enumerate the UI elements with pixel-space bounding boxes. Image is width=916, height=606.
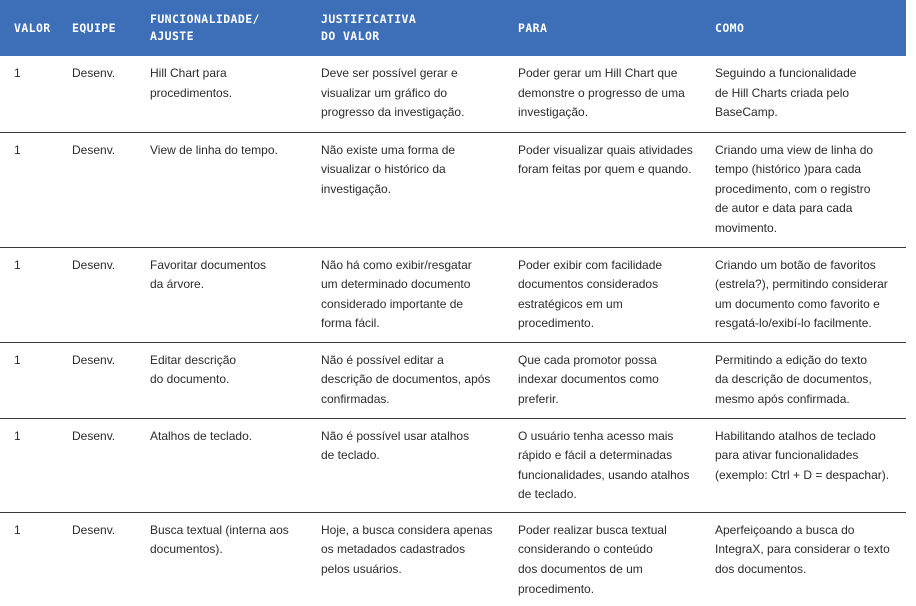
cell-funcionalidade: Favoritar documentos da árvore. — [150, 257, 267, 292]
cell-valor: 1 — [14, 352, 21, 367]
cell-justificativa: Não há como exibir/resgatar um determinado documento considerado importante de forma fácil. — [321, 257, 472, 331]
cell-valor: 1 — [14, 257, 21, 272]
cell-como: Aperfeiçoando a busca do IntegraX, para considerar o texto dos documentos. — [715, 522, 890, 577]
table-row — [0, 342, 906, 418]
cell-para: Poder visualizar quais atividades foram feitas por quem e quando. — [518, 142, 693, 177]
cell-justificativa: Hoje, a busca considera apenas os metadados cadastrados pelos usuários. — [321, 522, 493, 577]
cell-valor: 1 — [14, 522, 21, 537]
cell-justificativa: Deve ser possível gerar e visualizar um gráfico do progresso da investigação. — [321, 66, 465, 120]
cell-equipe: Desenv. — [72, 522, 116, 537]
header-para: PARA — [518, 20, 548, 35]
cell-equipe: Desenv. — [72, 352, 116, 367]
table-row — [0, 56, 906, 132]
cell-valor: 1 — [14, 142, 21, 157]
cell-equipe: Desenv. — [72, 257, 116, 272]
header-equipe: EQUIPE — [72, 20, 116, 35]
cell-funcionalidade: Atalhos de teclado. — [150, 428, 253, 443]
cell-equipe: Desenv. — [72, 66, 116, 80]
header-como: COMO — [715, 20, 745, 35]
table-row — [0, 512, 906, 606]
cell-funcionalidade: Hill Chart para procedimentos. — [150, 66, 233, 100]
cell-para: O usuário tenha acesso mais rápido e fácil a determinadas funcionalidades, usando atalhos de teclado. — [518, 428, 690, 502]
cell-funcionalidade: Busca textual (interna aos documentos). — [150, 522, 289, 557]
cell-justificativa: Não existe uma forma de visualizar o histórico da investigação. — [321, 142, 456, 196]
cell-como: Criando uma view de linha do tempo (histórico )para cada procedimento, com o registro de autor e data para cada movimento. — [715, 142, 874, 235]
cell-como: Criando um botão de favoritos (estrela?), permitindo considerar um documento como favorito e resgatá-lo/exibí-lo facilmente. — [715, 257, 888, 331]
cell-funcionalidade: View de linha do tempo. — [150, 142, 278, 157]
cell-equipe: Desenv. — [72, 142, 116, 157]
cell-como: Habilitando atalhos de teclado para ativar funcionalidades (exemplo: Ctrl + D = despachar). — [715, 428, 890, 482]
cell-para: Que cada promotor possa indexar documentos como preferir. — [518, 352, 659, 406]
header-justificativa: JUSTIFICATIVA DO VALOR — [321, 12, 417, 43]
cell-para: Poder gerar um Hill Chart que demonstre o progresso de uma investigação. — [518, 66, 685, 120]
table-row — [0, 247, 906, 342]
header-funcionalidade: FUNCIONALIDADE/ AJUSTE — [150, 12, 260, 43]
cell-para: Poder realizar busca textual considerando o conteúdo dos documentos de um procedimento. — [518, 522, 667, 596]
cell-para: Poder exibir com facilidade documentos considerados estratégicos em um procedimento. — [518, 257, 663, 331]
cell-valor: 1 — [14, 428, 21, 443]
cell-equipe: Desenv. — [72, 428, 116, 443]
cell-justificativa: Não é possível usar atalhos de teclado. — [321, 428, 470, 463]
cell-valor: 1 — [14, 66, 21, 80]
cell-justificativa: Não é possível editar a descrição de documentos, após confirmadas. — [321, 352, 491, 406]
cell-funcionalidade: Editar descrição do documento. — [150, 352, 237, 387]
cell-como: Seguindo a funcionalidade de Hill Charts criada pelo BaseCamp. — [715, 66, 857, 120]
table-row — [0, 418, 906, 512]
cell-como: Permitindo a edição do texto da descrição de documentos, mesmo após confirmada. — [715, 352, 872, 406]
header-valor: VALOR — [14, 20, 51, 35]
table-header-row — [0, 0, 906, 56]
table-row — [0, 132, 906, 247]
